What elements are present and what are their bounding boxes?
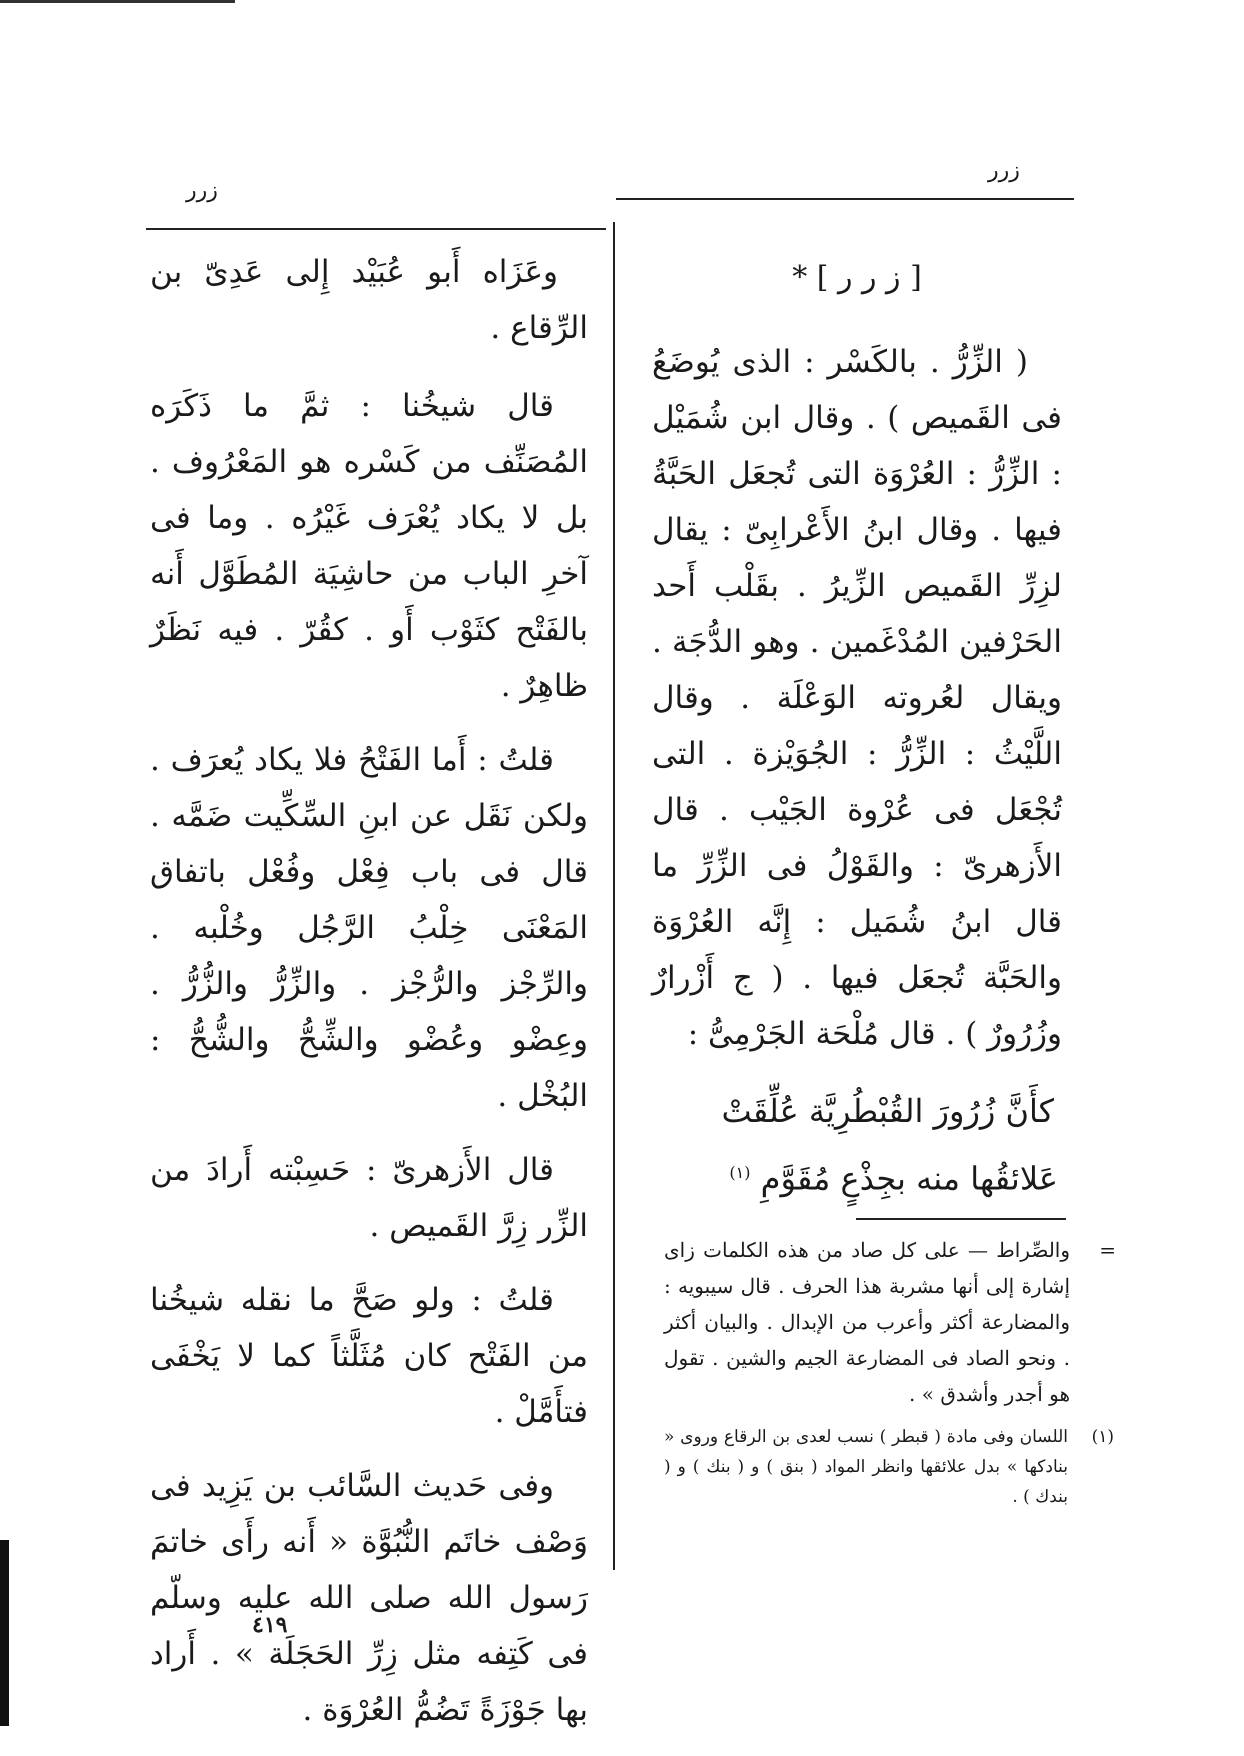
continuation-mark: = — [1099, 1238, 1116, 1262]
header-rule-left — [146, 228, 606, 230]
footnote-1-number: (١) — [1091, 1427, 1114, 1447]
running-header-right: زرر — [988, 158, 1020, 183]
left-paragraph: قال الأَزهرىّ : حَسِبْته أَرادَ من الزِّر زِرَّ القَميص . — [150, 1152, 588, 1244]
scan-edge-shadow — [0, 1540, 9, 1726]
left-paragraph: وعَزَاه أَبو عُبَيْد إِلى عَدِىّ بن الرِّقاع . — [150, 254, 588, 346]
right-paragraph: ( الزِّرُّ . بالكَسْر : الذى يُوضَعُ فى القَميص ) . وقال ابن شُمَيْل : الزِّرُّ : العُرْوَة التى تُجعَل الحَبَّةُ فيها . وقال ابنُ الأَعْرابِىّ : يقال لزِرِّ القَميص الزِّيرُ . بقَلْب أَحد الحَرْفين المُدْغَمين . وهو الدُّجَة . ويقال لعُروته الوَعْلَة . وقال اللَّيْثُ : الزِّرُّ : الجُوَيْزة . التى تُجْعَل فى عُرْوة الجَيْب . قال الأَزهرىّ : والقَوْلُ فى الزِّرِّ ما قال ابنُ شُمَيل : إِنَّه العُرْوَة والحَبَّة تُجعَل فيها . ( ج أَزْرارٌ وزُرُورٌ ) . قال مُلْحَة الجَرْمِىُّ : — [652, 344, 1062, 1052]
footnotes — [664, 1232, 1116, 1512]
scan-artifact-line — [0, 0, 235, 3]
footnote-rule — [856, 1218, 1066, 1220]
left-paragraph: قلتُ : ولو صَحَّ ما نقله شيخُنا من الفَتْح كان مُثَلَّثاً كما لا يَخْفَى فتأَمَّلْ . — [150, 1282, 588, 1430]
left-paragraph: قال شيخُنا : ثمَّ ما ذَكَرَه المُصَنِّف من كَسْره هو المَعْرُوف . بل لا يكاد يُعْرَف غَيْرُه . وما فى آخرِ الباب من حاشِيَة المُطَوَّل أَنه بالفَتْح كثَوْب أَو . كقُرّ . فيه نَظَرٌ ظاهِرٌ . — [150, 388, 588, 704]
left-paragraph: وفى حَديث السَّائب بن يَزِيد فى وَصْف خاتَم النُّبُوَّة « أَنه رأَى خاتمَ رَسول الله صلى الله عليه وسلّم فى كَتِفه مثل زِرِّ الحَجَلَة » . أَراد بها جَوْزَةً تَضُمُّ العُرْوَة . — [150, 1468, 588, 1728]
header-rule-right — [616, 198, 1074, 200]
verse — [652, 1080, 1062, 1210]
verse-line-1: كأَنَّ زُرُورَ القُبْطُرِيَّة عُلِّقَتْ — [721, 1092, 1054, 1130]
running-header-left: زرر — [186, 178, 218, 203]
footnote-continuation — [664, 1232, 1116, 1412]
footnote-1-text: اللسان وفى مادة ( قبطر ) نسب لعدى بن الرقاع وروى « بنادكها » بدل علائقها وانظر المواد ( بنق ) و ( بنك ) و ( بندك ) . — [664, 1427, 1068, 1507]
footnote-continuation-text: والصِّراط — على كل صاد من هذه الكلمات زاى إشارة إلى أنها مشربة هذا الحرف . قال سيبويه : والمضارعة أكثر وأعرب من الإبدال . والبيان أكثر . ونحو الصاد فى المضارعة الجيم والشين . تقول هو أجدر وأشدق » . — [664, 1238, 1070, 1406]
left-column — [150, 244, 588, 1756]
page-number: ٤١٩ — [252, 1612, 288, 1638]
footnote-1 — [664, 1422, 1114, 1512]
left-paragraph: قلتُ : أَما الفَتْحُ فلا يكاد يُعرَف . ولكن نَقَل عن ابنِ السِّكِّيت ضَمَّه . قال فى باب فِعْل وفُعْل باتفاق المَعْنَى خِلْبُ الرَّجُل وخُلْبه . والرِّجْز والرُّجْز . والزِّرُّ والزُّرُّ . وعِضْو وعُضْو والشِّحُّ والشُّحُّ : البُخْل . — [150, 742, 588, 1114]
footnote-marker: (١) — [729, 1163, 751, 1182]
verse-line-2-text: عَلائقُها منه بجِذْعٍ مُقَوَّمِ — [760, 1159, 1058, 1198]
right-column — [652, 250, 1062, 1210]
entry-title: [ ز ر ر ] * — [792, 260, 922, 295]
verse-line-2 — [652, 1142, 1062, 1210]
column-divider — [613, 222, 615, 1570]
